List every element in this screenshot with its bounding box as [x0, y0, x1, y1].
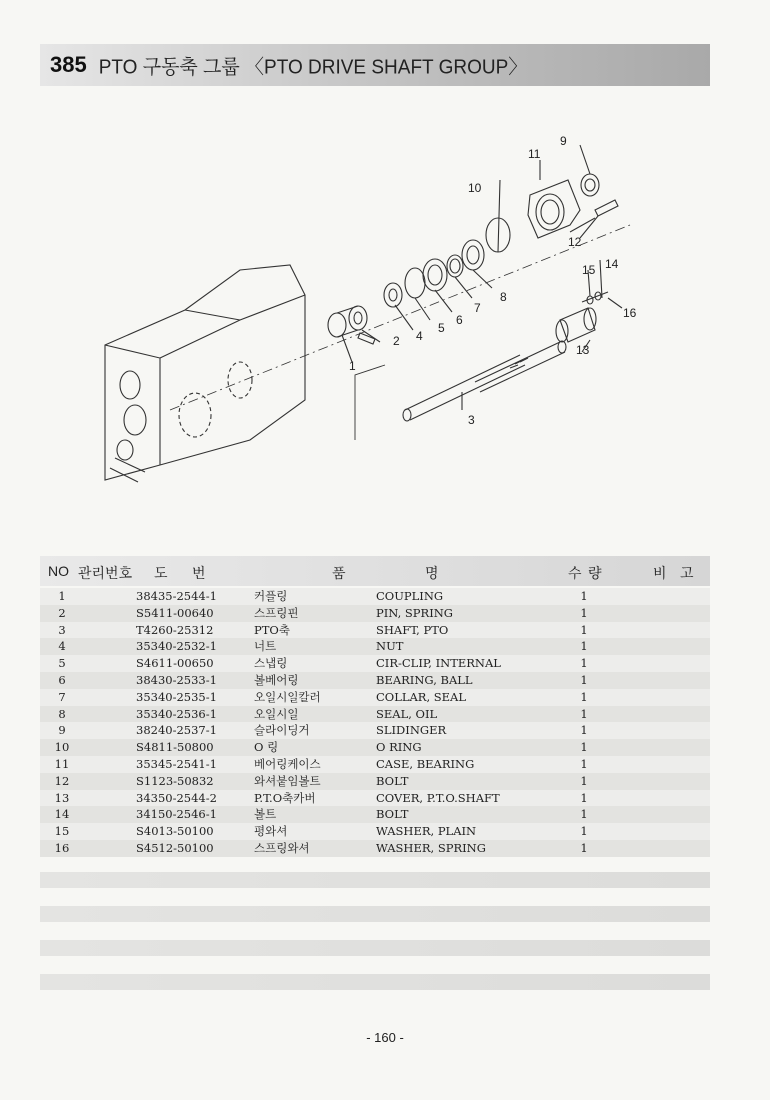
page-footer-number: - 160 - — [366, 1030, 404, 1045]
row-no: 3 — [58, 622, 66, 637]
row-quantity: 1 — [580, 706, 588, 721]
slidinger-part — [581, 174, 599, 196]
row-part-number: 38430-2533-1 — [136, 672, 217, 687]
pto-shaft-part — [403, 341, 566, 421]
ball-bearing-part — [423, 259, 447, 291]
row-name-korean: 커플링 — [254, 589, 288, 603]
row-name-english: COVER, P.T.O.SHAFT — [376, 790, 500, 805]
row-part-number: S4512-50100 — [136, 840, 214, 855]
row-no: 4 — [58, 639, 66, 654]
row-name-korean: 평와셔 — [254, 824, 288, 839]
row-quantity: 1 — [580, 723, 588, 738]
nut-part — [384, 283, 402, 307]
row-no: 10 — [54, 740, 70, 755]
circlip-part — [405, 268, 425, 298]
callout-4: 4 — [416, 329, 423, 343]
row-quantity: 1 — [580, 756, 588, 771]
row-quantity: 1 — [580, 790, 588, 805]
coupling-part — [328, 306, 367, 337]
header-go: 고 — [680, 565, 694, 581]
row-quantity: 1 — [580, 689, 588, 704]
table-row — [40, 756, 710, 773]
callout-13: 13 — [576, 343, 590, 357]
row-quantity: 1 — [580, 807, 588, 822]
row-name-english: CASE, BEARING — [376, 756, 475, 771]
row-name-korean: PTO축 — [254, 622, 290, 637]
table-row — [40, 655, 710, 672]
diagram-svg — [90, 120, 650, 500]
row-no: 14 — [54, 807, 70, 822]
row-part-number: 35340-2535-1 — [136, 689, 217, 704]
row-part-number: 35345-2541-1 — [136, 756, 217, 771]
row-no: 11 — [54, 756, 70, 771]
row-quantity: 1 — [580, 622, 588, 637]
row-no: 13 — [54, 790, 70, 805]
empty-table-band — [40, 872, 710, 888]
row-name-english: BOLT — [376, 773, 409, 788]
table-row — [40, 823, 710, 840]
callout-3: 3 — [468, 413, 475, 427]
row-name-korean: 볼베어링 — [254, 672, 299, 687]
row-name-korean: 스냅링 — [254, 656, 288, 671]
callout-16: 16 — [623, 306, 637, 320]
row-name-english: SLIDINGER — [376, 723, 447, 738]
row-name-english: PIN, SPRING — [376, 605, 453, 620]
callout-5: 5 — [438, 321, 445, 335]
callout-11: 11 — [528, 147, 541, 161]
row-part-number: 38240-2537-1 — [136, 723, 217, 738]
table-row — [40, 722, 710, 739]
row-quantity: 1 — [580, 840, 588, 855]
row-quantity: 1 — [580, 672, 588, 687]
row-name-english: COUPLING — [376, 589, 444, 603]
row-no: 15 — [54, 824, 70, 839]
row-no: 7 — [58, 689, 66, 704]
oil-seal-part — [462, 240, 484, 270]
callout-14: 14 — [605, 257, 619, 271]
row-no: 2 — [58, 605, 66, 620]
table-row — [40, 790, 710, 807]
row-part-number: S4611-00650 — [136, 656, 214, 671]
row-name-english: SEAL, OIL — [376, 706, 438, 721]
empty-table-band — [40, 906, 710, 922]
callout-1: 1 — [349, 359, 356, 373]
row-name-english: CIR-CLIP, INTERNAL — [376, 656, 501, 671]
table-row — [40, 706, 710, 723]
callout-2: 2 — [393, 334, 400, 348]
table-row — [40, 773, 710, 790]
header-ryang: 량 — [588, 565, 602, 581]
header-no: NO — [48, 563, 69, 579]
row-name-korean: 오일시일 — [254, 706, 299, 721]
bearing-case-part — [528, 180, 580, 238]
row-quantity: 1 — [580, 656, 588, 671]
header-code: 관리번호 — [78, 565, 133, 581]
table-row — [40, 638, 710, 655]
pto-cover-part — [556, 308, 596, 342]
row-name-korean: 너트 — [254, 639, 277, 654]
spring-pin-part — [358, 333, 375, 344]
parts-table-header — [40, 556, 710, 586]
row-no: 8 — [58, 706, 66, 721]
table-row — [40, 622, 710, 639]
page-title: PTO 구동축 그룹 〈PTO DRIVE SHAFT GROUP〉 — [98, 56, 528, 79]
row-quantity: 1 — [580, 773, 588, 788]
row-name-english: BEARING, BALL — [376, 672, 473, 687]
row-no: 1 — [58, 589, 66, 603]
row-no: 16 — [54, 840, 70, 855]
row-quantity: 1 — [580, 639, 588, 654]
exploded-parts-diagram — [90, 120, 650, 500]
header-su: 수 — [568, 565, 582, 581]
row-part-number: S4013-50100 — [136, 824, 214, 839]
header-bi: 비 — [653, 565, 667, 581]
row-no: 12 — [54, 773, 70, 788]
row-part-number: 34350-2544-2 — [136, 790, 217, 805]
row-part-number: 35340-2532-1 — [136, 639, 217, 654]
table-row — [40, 605, 710, 622]
seal-collar-part — [447, 255, 463, 277]
row-part-number: 34150-2546-1 — [136, 807, 217, 822]
header-beon: 번 — [192, 565, 206, 581]
header-myeong: 명 — [425, 565, 439, 581]
row-part-number: 38435-2544-1 — [136, 589, 217, 603]
callout-10: 10 — [468, 181, 482, 195]
row-part-number: S4811-50800 — [136, 740, 214, 755]
row-no: 6 — [58, 672, 66, 687]
row-no: 9 — [58, 723, 66, 738]
row-name-korean: 스프링와셔 — [254, 840, 310, 855]
row-name-english: WASHER, PLAIN — [376, 824, 477, 839]
empty-table-band — [40, 974, 710, 990]
row-name-korean: 볼트 — [254, 807, 277, 822]
row-name-korean: 와셔붙임볼트 — [254, 773, 321, 788]
row-no: 5 — [58, 656, 66, 671]
row-part-number: T4260-25312 — [136, 622, 214, 637]
callout-8: 8 — [500, 290, 507, 304]
table-row — [40, 840, 710, 857]
callout-12: 12 — [568, 235, 582, 249]
row-quantity: 1 — [580, 605, 588, 620]
row-name-english: BOLT — [376, 807, 409, 822]
row-name-korean: 스프링핀 — [254, 605, 299, 620]
table-row — [40, 588, 710, 605]
callout-15: 15 — [582, 263, 596, 277]
row-part-number: 35340-2536-1 — [136, 706, 217, 721]
bearing-case-bolt-part — [580, 200, 618, 238]
table-row — [40, 672, 710, 689]
row-name-korean: 베어링케이스 — [254, 756, 321, 771]
table-row — [40, 806, 710, 823]
callout-6: 6 — [456, 313, 463, 327]
callout-7: 7 — [474, 301, 481, 315]
row-name-korean: 오일시일칼러 — [254, 689, 321, 704]
table-row — [40, 689, 710, 706]
row-name-english: SHAFT, PTO — [376, 622, 449, 637]
empty-table-band — [40, 940, 710, 956]
parts-table — [40, 588, 710, 857]
row-quantity: 1 — [580, 589, 588, 603]
row-name-korean: 슬라이딩거 — [254, 723, 310, 738]
header-do: 도 — [154, 565, 168, 581]
row-quantity: 1 — [580, 824, 588, 839]
header-pum: 품 — [332, 565, 346, 581]
table-row — [40, 739, 710, 756]
title-bar — [40, 44, 710, 86]
row-part-number: S5411-00640 — [136, 605, 214, 620]
section-number: 385 — [50, 52, 87, 77]
transmission-housing-drawing — [105, 265, 305, 482]
callout-9: 9 — [560, 134, 567, 148]
row-name-english: COLLAR, SEAL — [376, 689, 466, 704]
row-name-korean: P.T.O축카버 — [254, 790, 316, 805]
row-name-english: NUT — [376, 639, 404, 654]
row-quantity: 1 — [580, 740, 588, 755]
row-name-english: WASHER, SPRING — [376, 840, 486, 855]
row-name-korean: O 링 — [254, 740, 279, 755]
row-name-english: O RING — [376, 740, 422, 755]
row-part-number: S1123-50832 — [136, 773, 214, 788]
